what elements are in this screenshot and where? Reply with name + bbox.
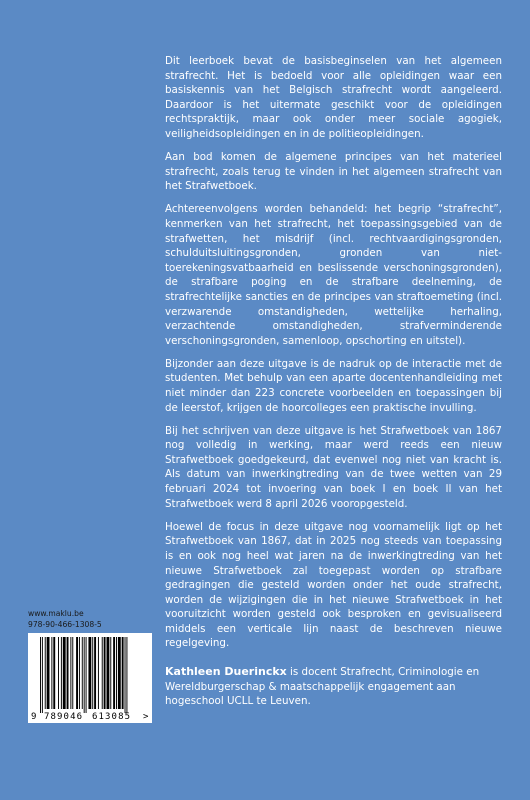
- barcode-bar: [126, 637, 127, 713]
- barcode-bar: [58, 637, 59, 709]
- barcode-bar: [104, 637, 106, 709]
- barcode-quiet-mark: >: [143, 712, 149, 722]
- barcode-bar: [72, 637, 73, 709]
- barcode-bar: [122, 637, 124, 709]
- barcode-bar: [45, 637, 46, 709]
- barcode-bar: [51, 637, 52, 709]
- barcode-bar: [86, 637, 87, 713]
- barcode-bar: [84, 637, 85, 713]
- blurb-paragraph-1: Dit leerboek bevat de basisbeginselen van het algemeen strafrecht. Het is bedoeld voor alle opleidingen waar een basiskennis van het Belgisch strafrecht wordt aangeleerd. Daardoor is het uitermate geschikt voor de opleidingen rechtspraktijk, maar ook onder meer sociale agogiek, veiligheidsopleidingen en in de politieopleidingen.: [165, 55, 502, 140]
- author-name: Kathleen Duerinckx: [165, 665, 287, 679]
- barcode-bar: [116, 637, 117, 709]
- barcode-bar: [79, 637, 80, 709]
- barcode-bar: [70, 637, 71, 709]
- publisher-url: www.maklu.be: [28, 609, 84, 618]
- barcode-bar: [94, 637, 96, 709]
- author-bio-text: is docent Strafrecht, Criminologie en Wereldburgerschap & maatschappelijk engagement aan hogeschool UCLL te Leuven.: [165, 666, 480, 708]
- barcode-right-digits: 613085: [92, 712, 132, 722]
- barcode-bar: [82, 637, 83, 709]
- barcode-left-digits: 789046: [44, 712, 84, 722]
- barcode-bar: [98, 637, 99, 709]
- barcode-graphic: [28, 633, 152, 723]
- barcode-bar: [76, 637, 78, 709]
- barcode-bar: [92, 637, 93, 709]
- barcode-bar: [61, 637, 62, 709]
- barcode-bar: [42, 637, 43, 713]
- barcode-bar: [125, 637, 126, 713]
- barcode-bar: [63, 637, 66, 709]
- barcode-bar: [40, 637, 41, 713]
- publisher-info: [28, 608, 150, 630]
- barcode-bar: [118, 637, 121, 709]
- barcode-bar: [110, 637, 111, 709]
- barcode-bar: [107, 637, 110, 709]
- blurb-paragraph-3: Achtereenvolgens worden behandeld: het begrip “strafrecht”, kenmerken van het strafrecht, het toepassingsgebied van de strafwetten, het misdrijf (incl. rechtvaardigingsgronden, schulduitsluitingsgronden, gronden van niet-toerekeningsvatbaarheid en beslissende verschoningsgronden), de strafbare poging en de strafbare deelneming, de strafrechtelijke sancties en de principes van straftoemeting (incl. verzwarende omstandigheden, wettelijke herhaling, verzachtende omstandigheden, strafverminderende verschoningsgronden, samenloop, opschorting en uitstel).: [165, 203, 502, 347]
- barcode-bar: [88, 637, 91, 709]
- blurb-paragraph-4: Bijzonder aan deze uitgave is de nadruk op de interactie met de studenten. Met behulp van een aparte docentenhandleiding met niet minder dan 223 concrete voorbeelden en toepassingen bij de leerstof, krijgen de hoorcolleges een praktische invulling.: [165, 357, 502, 414]
- barcode-bar: [53, 637, 55, 709]
- blurb-paragraph-5: Bij het schrijven van deze uitgave is het Strafwetboek van 1867 nog volledig in werking, maar werd reeds een nieuw Strafwetboek goedgekeurd, dat evenwel nog niet van kracht is. Als datum van inwerkingtreding van de twee wetten van 29 februari 2024 tot invoering van boek I en boek II van het Strafwetboek werd 8 april 2026 vooropgesteld.: [165, 424, 502, 510]
- barcode-bar: [67, 637, 69, 709]
- barcode-bar: [102, 637, 103, 709]
- barcode-bar: [113, 637, 115, 709]
- blurb-paragraph-2: Aan bod komen de algemene principes van het materieel strafrecht, zoals terug te vinden in het algemeen strafrecht van het Strafwetboek.: [165, 151, 502, 193]
- blurb-paragraph-6: Hoewel de focus in deze uitgave nog voornamelijk ligt op het Strafwetboek van 1867, dat in 2025 nog steeds van toepassing is en ook nog heel wat jaren na de inwerkingtreding van het nieuwe Strafwetboek zal toegepast worden op strafbare gedragingen die gesteld worden onder het oude strafrecht, worden de wijzigingen die in het nieuwe Strafwetboek in het vooruitzicht worden gesteld ook besproken en gevisualiseerd middels een verticale lijn naast de beschreven nieuwe regelgeving.: [165, 520, 502, 650]
- barcode-bar: [47, 637, 50, 709]
- blurb-text: [165, 54, 502, 717]
- isbn-barcode: [28, 633, 152, 723]
- author-bio: [165, 665, 502, 709]
- barcode-bars: [40, 637, 127, 713]
- isbn-text: 978-90-466-1308-5: [28, 620, 102, 629]
- barcode-first-digit: 9: [31, 712, 37, 722]
